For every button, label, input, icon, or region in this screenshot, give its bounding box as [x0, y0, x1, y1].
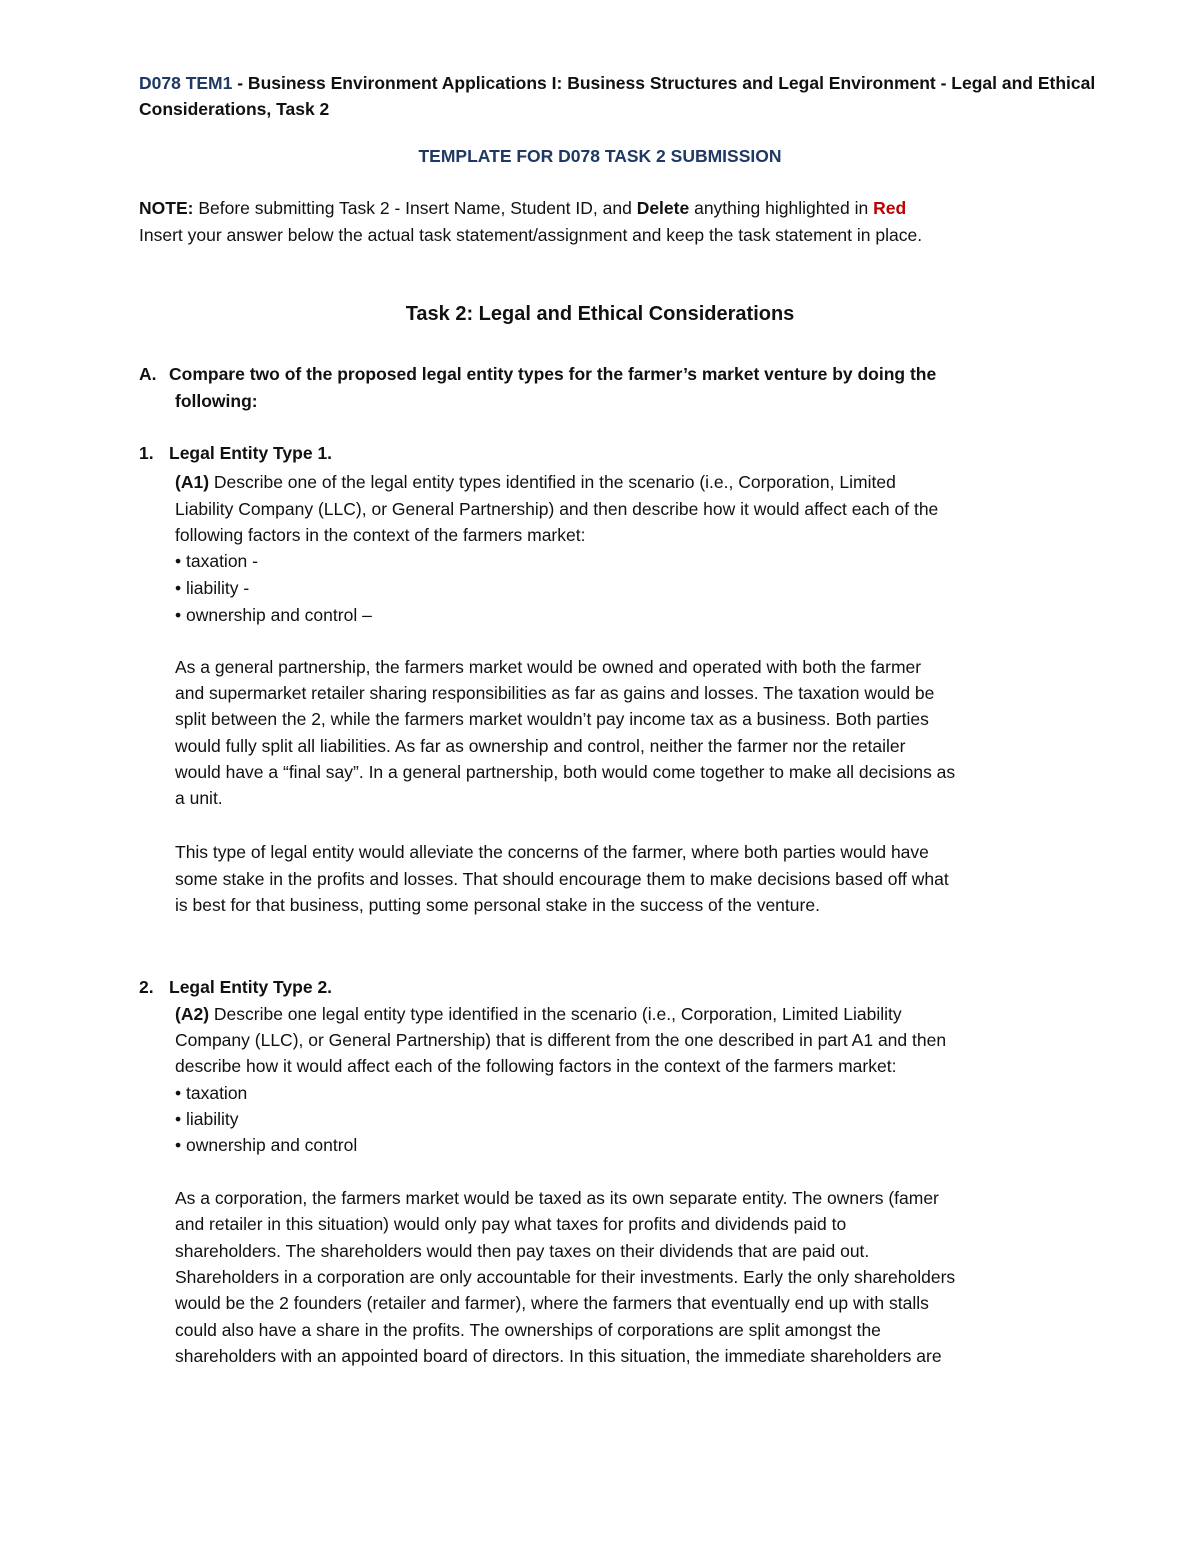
- item2-para1-line: Shareholders in a corporation are only accountable for their investments. Early the only shareholders: [175, 1267, 956, 1287]
- item2-prompt-line2: Company (LLC), or General Partnership) that is different from the one described in part A1 and then: [175, 1030, 947, 1050]
- item1-para1-line: a unit.: [175, 788, 223, 808]
- item1-bullet: • liability -: [175, 578, 250, 598]
- item2-title: Legal Entity Type 2.: [169, 977, 333, 997]
- item2-tag: (A2): [175, 1004, 210, 1024]
- item2-bullet: • taxation: [175, 1083, 248, 1103]
- item1-para1-line: split between the 2, while the farmers market wouldn’t pay income tax as a business. Both parties: [175, 709, 929, 729]
- section-a-line2: following:: [175, 391, 258, 411]
- item1-prompt-line2: Liability Company (LLC), or General Partnership) and then describe how it would affect each of the: [175, 499, 939, 519]
- item2-para1-line: shareholders. The shareholders would then pay taxes on their dividends that are paid out.: [175, 1241, 870, 1261]
- template-title: TEMPLATE FOR D078 TASK 2 SUBMISSION: [418, 146, 782, 166]
- item2-para1-line: would be the 2 founders (retailer and farmer), where the farmers that eventually end up with stalls: [175, 1293, 929, 1313]
- item1-bullet: • taxation -: [175, 551, 258, 571]
- section-a-text: Compare two of the proposed legal entity types for the farmer’s market venture by doing the: [169, 364, 937, 384]
- item1-bullet: • ownership and control –: [175, 605, 372, 625]
- item1-prompt-line1: [175, 469, 896, 495]
- item2-prompt-line3: describe how it would affect each of the following factors in the context of the farmers market:: [175, 1056, 897, 1076]
- item2-para1-line: shareholders with an appointed board of directors. In this situation, the immediate shareholders are: [175, 1346, 942, 1366]
- document-header: [139, 70, 1095, 96]
- course-code: D078 TEM1: [139, 73, 233, 93]
- item1-title: Legal Entity Type 1.: [169, 443, 333, 463]
- note-text-a: Before submitting Task 2 - Insert Name, Student ID, and: [193, 198, 637, 218]
- item1-prompt-text: Describe one of the legal entity types identified in the scenario (i.e., Corporation, Limited: [209, 472, 896, 492]
- note-label: NOTE:: [139, 198, 194, 218]
- note-delete-word: Delete: [636, 198, 690, 218]
- header-title: - Business Environment Applications I: Business Structures and Legal Environment - Legal and Ethical: [232, 73, 1096, 93]
- item2-prompt-line1: [175, 1001, 902, 1027]
- note-text-b: anything highlighted in: [689, 198, 874, 218]
- item1-para2-line: This type of legal entity would alleviate the concerns of the farmer, where both parties would have: [175, 842, 929, 862]
- item2-number: 2.: [139, 977, 154, 997]
- section-a-letter: A.: [139, 364, 157, 384]
- item1-para1-line: would have a “final say”. In a general partnership, both would come together to make all decisions as: [175, 762, 956, 782]
- item1-prompt-line3: following factors in the context of the farmers market:: [175, 525, 586, 545]
- item2-bullet: • ownership and control: [175, 1135, 358, 1155]
- note-red-word: Red: [873, 198, 907, 218]
- item2-para1-line: As a corporation, the farmers market would be taxed as its own separate entity. The owners (famer: [175, 1188, 939, 1208]
- item1-heading: [139, 440, 332, 466]
- item1-para2-line: some stake in the profits and losses. That should encourage them to make decisions based off what: [175, 869, 949, 889]
- item1-tag: (A1): [175, 472, 210, 492]
- item2-heading: [139, 974, 332, 1000]
- item1-para1-line: and supermarket retailer sharing responsibilities as far as gains and losses. The taxation would be: [175, 683, 935, 703]
- item2-para1-line: and retailer in this situation) would only pay what taxes for profits and dividends paid to: [175, 1214, 847, 1234]
- item1-para2-line: is best for that business, putting some personal stake in the success of the venture.: [175, 895, 820, 915]
- item2-bullet: • liability: [175, 1109, 239, 1129]
- item2-para1-line: could also have a share in the profits. The ownerships of corporations are split amongst the: [175, 1320, 881, 1340]
- item2-prompt-text: Describe one legal entity type identified in the scenario (i.e., Corporation, Limited Liability: [209, 1004, 902, 1024]
- task-title: Task 2: Legal and Ethical Considerations: [405, 303, 795, 325]
- note-line2: Insert your answer below the actual task statement/assignment and keep the task statement in place.: [139, 225, 923, 245]
- item1-para1-line: As a general partnership, the farmers market would be owned and operated with both the farmer: [175, 657, 922, 677]
- item1-para1-line: would fully split all liabilities. As far as ownership and control, neither the farmer nor the retailer: [175, 736, 906, 756]
- section-a-line1: [139, 361, 936, 387]
- header-title-line2: Considerations, Task 2: [139, 99, 330, 119]
- note-line: [139, 195, 906, 221]
- item1-number: 1.: [139, 443, 154, 463]
